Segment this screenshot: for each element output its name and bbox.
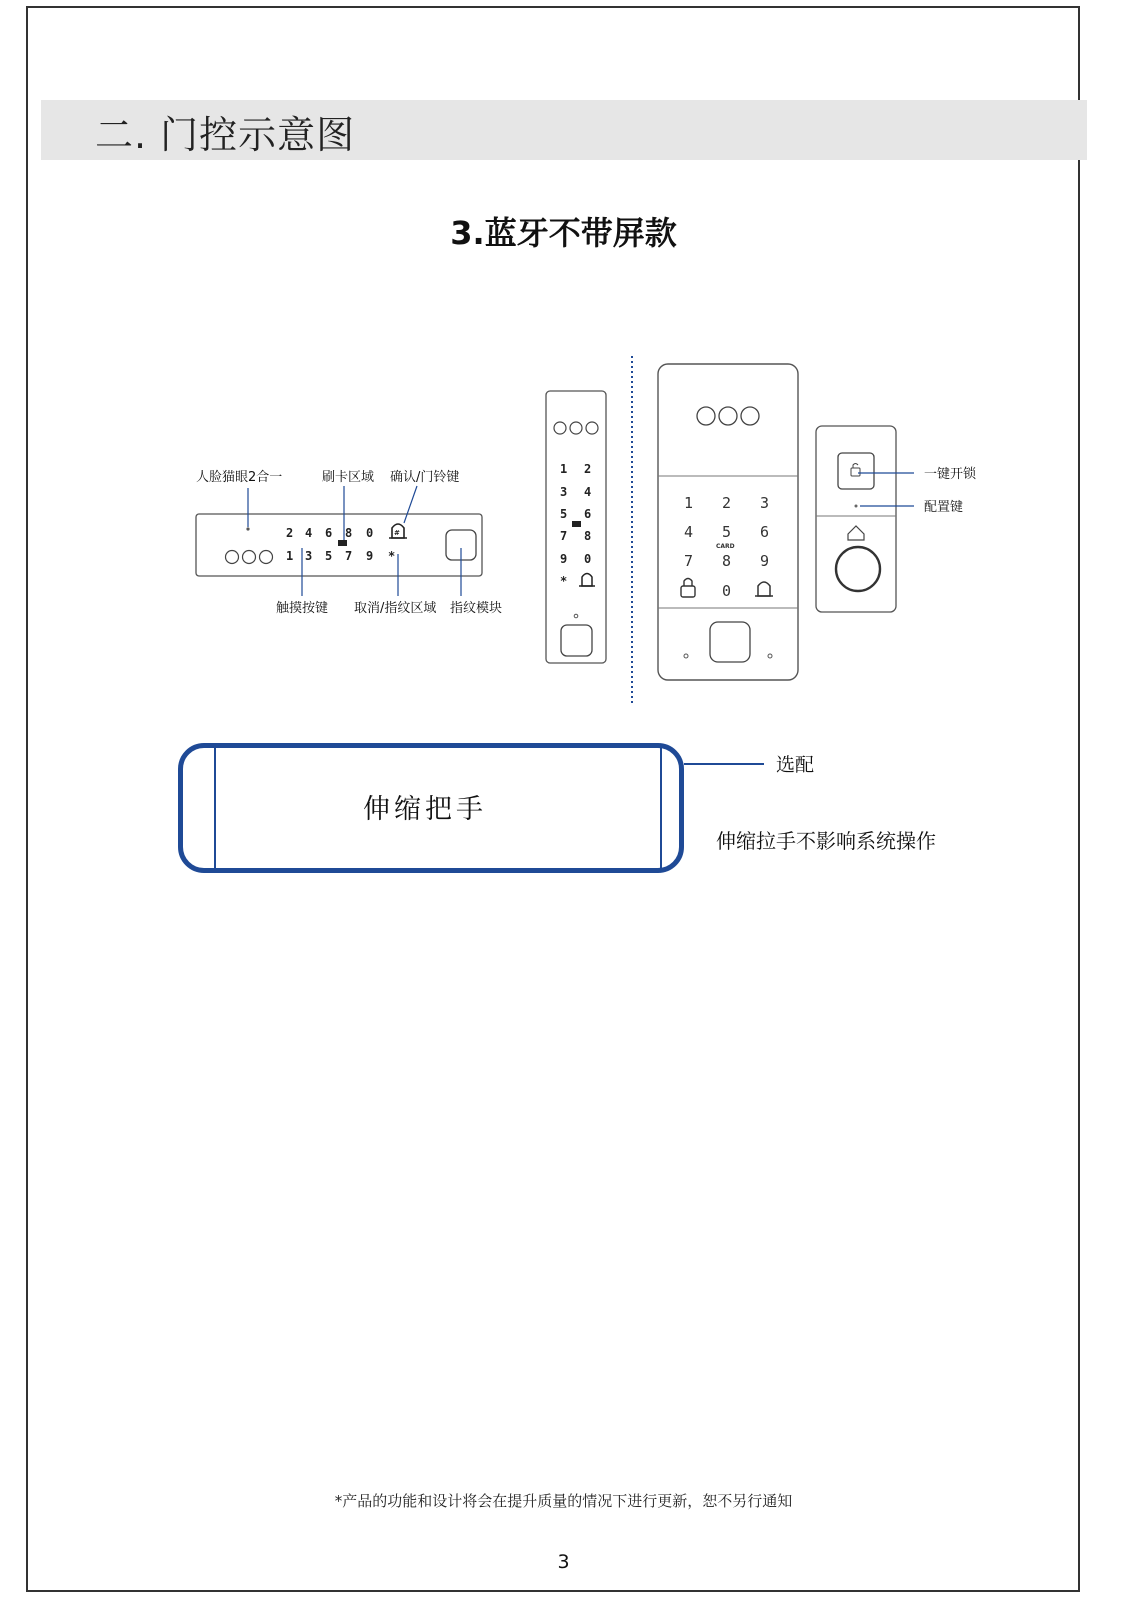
card-label: CARD <box>716 543 735 550</box>
camera-icon <box>719 407 737 425</box>
key-4: 4 <box>305 526 313 540</box>
config-key-icon <box>855 505 858 508</box>
handle-edge <box>214 746 216 870</box>
key-2: 2 <box>286 526 294 540</box>
key-8: 8 <box>345 526 353 540</box>
camera-icon <box>260 551 273 564</box>
lkey: 6 <box>760 523 770 541</box>
camera-icon <box>586 422 598 434</box>
knob-icon <box>836 547 880 591</box>
vkey: 3 <box>560 485 568 499</box>
label-one-key-unlock: 一键开锁 <box>924 467 977 482</box>
lkey: 7 <box>684 552 694 570</box>
lkey-0: 0 <box>722 582 732 600</box>
camera-icon <box>226 551 239 564</box>
key-star: * <box>388 549 396 563</box>
vertical-keypad-panel <box>546 391 606 663</box>
fingerprint-icon <box>710 622 750 662</box>
label-cancel-fp-area: 取消/指纹区域 <box>354 601 437 616</box>
key-1: 1 <box>286 549 294 563</box>
section-title: 二. 门控示意图 <box>95 113 356 157</box>
label-card-area: 刷卡区域 <box>322 470 375 485</box>
horizontal-keypad-panel <box>196 469 502 616</box>
label-face-peephole: 人脸猫眼2合一 <box>196 470 283 485</box>
footnote: *产品的功能和设计将会在提升质量的情况下进行更新，恕不另行通知 <box>334 1492 793 1510</box>
large-keypad-panel <box>658 364 798 680</box>
bell-icon <box>389 524 407 538</box>
camera-icon <box>243 551 256 564</box>
vkey: 5 <box>560 507 568 521</box>
camera-icon <box>554 422 566 434</box>
lkey: 2 <box>722 494 732 512</box>
vkey: 1 <box>560 462 568 476</box>
fingerprint-icon <box>561 625 592 656</box>
vkey: 4 <box>584 485 592 499</box>
label-fp-module: 指纹模块 <box>450 601 503 616</box>
inner-side-panel <box>816 426 977 612</box>
key-6: 6 <box>325 526 333 540</box>
handle-optional-label: 选配 <box>776 754 815 776</box>
home-icon <box>848 526 864 540</box>
key-3: 3 <box>305 549 313 563</box>
camera-icon <box>570 422 582 434</box>
handle-edge <box>660 746 662 870</box>
lkey: 8 <box>722 552 732 570</box>
lkey: 4 <box>684 523 694 541</box>
svg-text:#: # <box>394 529 400 537</box>
key-7: 7 <box>345 549 353 563</box>
vkey: 2 <box>584 462 592 476</box>
label-confirm-bell: 确认/门铃键 <box>390 470 460 485</box>
unlock-button-icon <box>838 453 874 489</box>
model-subtitle: 3.蓝牙不带屏款 <box>450 214 677 252</box>
label-config-key: 配置键 <box>924 500 964 515</box>
card-icon <box>338 540 347 546</box>
lkey: 3 <box>760 494 770 512</box>
vkey: 7 <box>560 529 568 543</box>
lock-icon <box>681 579 695 598</box>
camera-icon <box>741 407 759 425</box>
lkey: 5 <box>722 523 732 541</box>
label-touch-keys: 触摸按键 <box>276 601 329 616</box>
lkey: 9 <box>760 552 770 570</box>
lkey: 1 <box>684 494 694 512</box>
bell-icon <box>755 582 773 596</box>
page-number: 3 <box>557 1551 570 1573</box>
handle-leader-line <box>684 763 764 765</box>
card-icon <box>572 521 581 527</box>
vkey: 9 <box>560 552 568 566</box>
vkey: 6 <box>584 507 592 521</box>
vkey: 0 <box>584 552 592 566</box>
key-0: 0 <box>366 526 374 540</box>
vkey: 8 <box>584 529 592 543</box>
handle-note: 伸缩拉手不影响系统操作 <box>716 829 936 853</box>
bell-icon <box>579 574 595 587</box>
key-5: 5 <box>325 549 333 563</box>
camera-icon <box>697 407 715 425</box>
key-9: 9 <box>366 549 374 563</box>
handle-label: 伸缩把手 <box>363 794 487 825</box>
vkey-star: * <box>560 574 568 588</box>
